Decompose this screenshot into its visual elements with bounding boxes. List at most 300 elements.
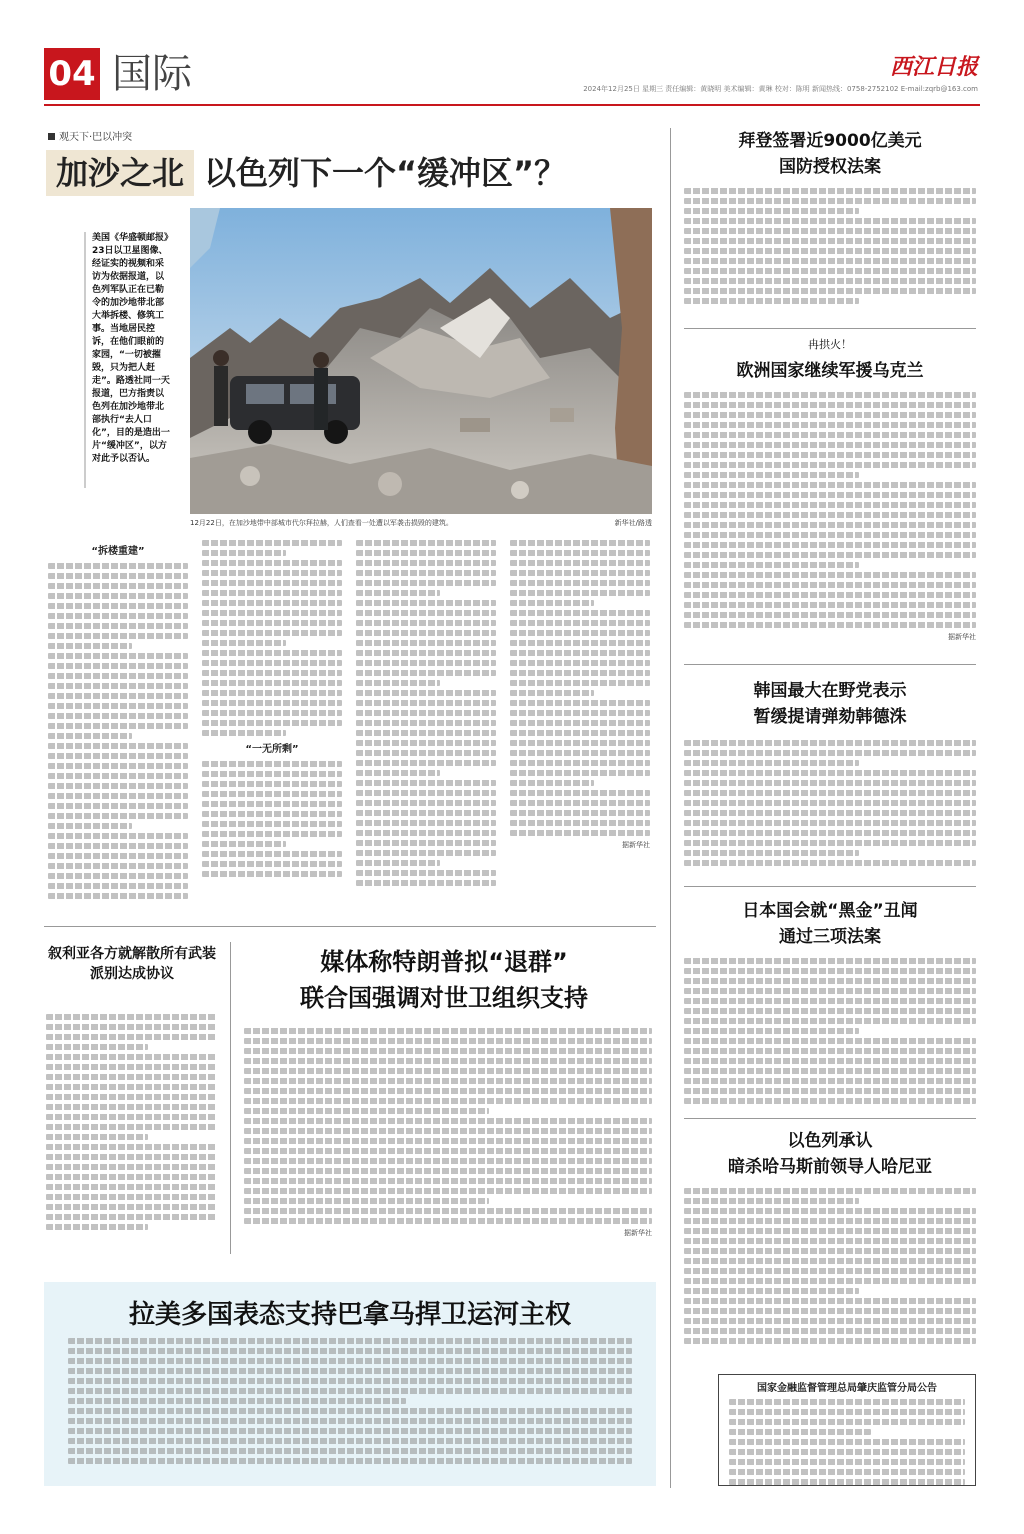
text-line xyxy=(48,783,188,789)
text-line xyxy=(684,1278,976,1284)
text-line xyxy=(356,790,496,796)
text-line xyxy=(68,1338,632,1344)
text-line xyxy=(48,653,188,659)
text-line xyxy=(48,663,188,669)
text-line xyxy=(46,1224,148,1230)
text-line xyxy=(202,630,342,636)
text-line xyxy=(684,502,976,508)
japan-body xyxy=(684,958,976,1108)
text-line xyxy=(684,552,976,558)
text-line xyxy=(684,278,976,284)
text-line xyxy=(68,1388,632,1394)
text-line xyxy=(48,883,188,889)
text-line xyxy=(202,821,342,827)
text-line xyxy=(684,402,976,408)
text-line xyxy=(68,1378,632,1384)
text-line xyxy=(244,1178,652,1184)
text-line xyxy=(684,1078,976,1084)
text-line xyxy=(684,810,976,816)
notice-title: 国家金融监督管理总局肇庆监管分局公告 xyxy=(757,1383,937,1394)
israel-headline-line-1: 以色列承认 xyxy=(787,1131,873,1151)
masthead-meta: 2024年12月25日 星期三 责任编辑：黄晓明 美术编辑：黄琳 校对：陈明 新闻热线：0758-2752102 E-mail:zqrb@163.com xyxy=(583,85,978,93)
text-line xyxy=(68,1438,632,1444)
text-line xyxy=(48,763,188,769)
text-line xyxy=(356,800,496,806)
text-line xyxy=(684,760,859,766)
text-line xyxy=(684,602,976,608)
text-line xyxy=(48,563,188,569)
israel-headline-line-2: 暗杀哈马斯前领导人哈尼亚 xyxy=(728,1157,932,1177)
text-line xyxy=(202,580,342,586)
text-line xyxy=(244,1168,652,1174)
text-line xyxy=(244,1028,652,1034)
text-line xyxy=(684,1038,976,1044)
text-line xyxy=(244,1128,652,1134)
text-line xyxy=(202,590,342,596)
text-line xyxy=(48,753,188,759)
text-line xyxy=(684,1228,976,1234)
text-line xyxy=(356,680,440,686)
text-line xyxy=(46,1204,216,1210)
text-line xyxy=(356,810,496,816)
text-line xyxy=(729,1429,871,1435)
text-line xyxy=(684,412,976,418)
ukraine-credit: 据新华社 xyxy=(948,633,976,641)
right-divider-3 xyxy=(684,886,976,887)
text-line xyxy=(510,810,650,816)
text-line xyxy=(202,781,342,787)
lead-column-2 xyxy=(202,540,342,912)
text-line xyxy=(356,630,496,636)
text-line xyxy=(48,593,188,599)
text-line xyxy=(202,560,342,566)
text-line xyxy=(684,452,976,458)
text-line xyxy=(68,1368,632,1374)
notice-body xyxy=(729,1399,965,1489)
text-line xyxy=(48,693,188,699)
text-line xyxy=(356,550,496,556)
text-line xyxy=(244,1038,652,1044)
text-line xyxy=(244,1058,652,1064)
official-notice xyxy=(718,1374,976,1486)
text-line xyxy=(356,840,496,846)
text-line xyxy=(46,1024,216,1030)
text-line xyxy=(356,600,496,606)
text-line xyxy=(356,730,496,736)
text-line xyxy=(684,198,976,204)
right-divider-4 xyxy=(684,1118,976,1119)
syria-headline: 叙利亚各方就解散所有武装派别达成协议 xyxy=(48,946,216,982)
rubble-photo-illustration xyxy=(190,208,652,514)
panama-story xyxy=(44,1282,656,1486)
text-line xyxy=(356,750,496,756)
text-line xyxy=(48,773,188,779)
text-line xyxy=(46,1104,216,1110)
text-line xyxy=(46,1094,216,1100)
text-line xyxy=(356,620,496,626)
text-line xyxy=(48,893,188,899)
text-line xyxy=(48,633,188,639)
text-line xyxy=(510,650,650,656)
text-line xyxy=(202,540,342,546)
text-line xyxy=(356,580,496,586)
text-line xyxy=(510,830,650,836)
text-line xyxy=(684,512,976,518)
text-line xyxy=(510,700,650,706)
text-line xyxy=(46,1124,216,1130)
text-line xyxy=(684,1308,976,1314)
text-line xyxy=(48,733,132,739)
photo-caption: 12月22日，在加沙地带中部城市代尔拜拉赫，人们查看一处遭以军袭击损毁的建筑。 新华社/路透 xyxy=(190,519,652,527)
text-line xyxy=(244,1188,652,1194)
text-line xyxy=(356,690,496,696)
text-line xyxy=(48,643,132,649)
text-line xyxy=(510,820,650,826)
text-line xyxy=(48,863,188,869)
text-line xyxy=(510,560,650,566)
text-line xyxy=(46,1174,216,1180)
text-line xyxy=(684,392,976,398)
text-line xyxy=(356,850,496,856)
text-line xyxy=(684,188,976,194)
text-line xyxy=(684,1198,859,1204)
text-line xyxy=(68,1358,632,1364)
text-line xyxy=(510,540,650,546)
text-line xyxy=(356,720,496,726)
text-line xyxy=(202,700,342,706)
text-line xyxy=(244,1208,652,1214)
text-line xyxy=(202,690,342,696)
text-line xyxy=(510,610,650,616)
text-line xyxy=(202,620,342,626)
text-line xyxy=(244,1078,652,1084)
text-line xyxy=(729,1419,965,1425)
text-line xyxy=(510,770,650,776)
text-line xyxy=(684,988,976,994)
text-line xyxy=(684,298,859,304)
text-line xyxy=(48,713,188,719)
paper-logo: 西江日报 xyxy=(889,54,978,80)
lead-headline-highlight: 加沙之北 xyxy=(46,150,194,196)
text-line xyxy=(684,228,976,234)
section-name: 国际 xyxy=(112,51,192,97)
text-line xyxy=(684,482,976,488)
biden-headline-line-1: 拜登签署近9000亿美元 xyxy=(738,131,922,151)
text-line xyxy=(510,680,650,686)
biden-body xyxy=(684,188,976,308)
text-line xyxy=(684,532,976,538)
text-line xyxy=(48,623,188,629)
masthead-rule xyxy=(44,104,980,106)
right-divider-2 xyxy=(684,664,976,665)
text-line xyxy=(356,590,440,596)
text-line xyxy=(510,550,650,556)
text-line xyxy=(684,978,976,984)
trump-body xyxy=(244,1028,652,1238)
text-line xyxy=(684,860,976,866)
korea-headline xyxy=(684,678,976,730)
text-line xyxy=(684,740,976,746)
japan-headline-line-2: 通过三项法案 xyxy=(779,927,881,947)
text-line xyxy=(684,1098,976,1104)
text-line xyxy=(729,1409,965,1415)
column-divider xyxy=(670,128,671,1488)
israel-body xyxy=(684,1188,976,1348)
text-line xyxy=(202,610,342,616)
text-line xyxy=(48,793,188,799)
text-line xyxy=(46,1114,216,1120)
photo-credit: 新华社/路透 xyxy=(614,519,652,527)
text-line xyxy=(684,248,976,254)
text-line xyxy=(356,740,496,746)
text-line xyxy=(356,710,496,716)
text-line xyxy=(684,1028,859,1034)
text-line xyxy=(684,780,976,786)
biden-headline-line-2: 国防授权法案 xyxy=(779,157,881,177)
text-line xyxy=(684,288,976,294)
text-line xyxy=(684,1218,976,1224)
text-line xyxy=(356,570,496,576)
text-line xyxy=(684,840,976,846)
text-line xyxy=(46,1084,216,1090)
korea-body xyxy=(684,740,976,870)
text-line xyxy=(510,800,650,806)
text-line xyxy=(356,780,496,786)
text-line xyxy=(202,730,286,736)
text-line xyxy=(684,850,859,856)
right-divider-1 xyxy=(684,328,976,329)
text-line xyxy=(202,811,342,817)
text-line xyxy=(68,1348,632,1354)
text-line xyxy=(684,1068,976,1074)
text-line xyxy=(46,1134,148,1140)
text-line xyxy=(202,761,342,767)
lead-subhead-1: “拆楼重建” xyxy=(91,546,145,557)
text-line xyxy=(729,1449,965,1455)
text-line xyxy=(46,1194,216,1200)
syria-body xyxy=(46,1014,216,1234)
text-line xyxy=(48,613,188,619)
text-line xyxy=(46,1044,148,1050)
japan-headline xyxy=(684,898,976,950)
text-line xyxy=(510,750,650,756)
text-line xyxy=(48,583,188,589)
text-line xyxy=(46,1164,216,1170)
text-line xyxy=(202,771,342,777)
text-line xyxy=(68,1448,632,1454)
text-line xyxy=(684,522,976,528)
text-line xyxy=(684,958,976,964)
text-line xyxy=(202,710,342,716)
text-line xyxy=(68,1428,632,1434)
text-line xyxy=(684,432,976,438)
korea-headline-line-2: 暂缓提请弹劾韩德洙 xyxy=(753,707,907,727)
trump-headline-line-1: 媒体称特朗普拟“退群” xyxy=(320,948,568,976)
text-line xyxy=(684,1058,976,1064)
text-line xyxy=(510,600,594,606)
text-line xyxy=(202,871,342,877)
text-line xyxy=(510,720,650,726)
text-line xyxy=(729,1399,965,1405)
text-line xyxy=(684,1258,976,1264)
text-line xyxy=(729,1479,965,1485)
text-line xyxy=(684,1268,976,1274)
text-line xyxy=(68,1398,406,1404)
text-line xyxy=(48,873,188,879)
story-divider xyxy=(44,926,656,927)
page-number: 04 xyxy=(44,48,100,100)
lead-photo xyxy=(190,208,652,514)
korea-headline-line-1: 韩国最大在野党表示 xyxy=(753,681,907,701)
lead-column-4 xyxy=(510,540,650,912)
text-line xyxy=(684,1318,976,1324)
text-line xyxy=(202,570,342,576)
text-line xyxy=(202,841,286,847)
text-line xyxy=(202,791,342,797)
text-line xyxy=(202,600,342,606)
text-line xyxy=(356,770,440,776)
text-line xyxy=(684,750,976,756)
text-line xyxy=(684,612,976,618)
text-line xyxy=(244,1068,652,1074)
text-line xyxy=(68,1418,632,1424)
text-line xyxy=(510,590,650,596)
text-line xyxy=(510,710,650,716)
text-line xyxy=(510,730,650,736)
text-line xyxy=(46,1144,216,1150)
text-line xyxy=(729,1459,965,1465)
text-line xyxy=(684,622,976,628)
text-line xyxy=(510,670,650,676)
ukraine-kicker: 冉拱火！ xyxy=(808,338,852,351)
text-line xyxy=(684,562,859,568)
text-line xyxy=(46,1154,216,1160)
text-line xyxy=(684,1298,976,1304)
text-line xyxy=(46,1054,216,1060)
text-line xyxy=(684,462,976,468)
biden-headline xyxy=(684,128,976,180)
lead-column-3 xyxy=(356,540,496,912)
text-line xyxy=(356,870,496,876)
text-line xyxy=(202,680,342,686)
japan-headline-line-1: 日本国会就“黑金”丑闻 xyxy=(742,901,918,921)
text-line xyxy=(244,1138,652,1144)
text-line xyxy=(244,1048,652,1054)
israel-headline xyxy=(684,1128,976,1180)
text-line xyxy=(46,1014,216,1020)
text-line xyxy=(510,640,650,646)
text-line xyxy=(356,760,496,766)
trump-credit: 据新华社 xyxy=(624,1229,652,1237)
text-line xyxy=(356,830,496,836)
text-line xyxy=(684,770,976,776)
text-line xyxy=(48,723,188,729)
text-line xyxy=(68,1458,632,1464)
lead-kicker: 观天下·巴以冲突 xyxy=(48,128,132,143)
lead-story-body xyxy=(48,540,652,912)
text-line xyxy=(244,1198,489,1204)
masthead xyxy=(44,48,980,104)
text-line xyxy=(202,851,342,857)
text-line xyxy=(46,1064,216,1070)
text-line xyxy=(510,660,650,666)
text-line xyxy=(510,780,594,786)
text-line xyxy=(48,803,188,809)
text-line xyxy=(684,998,976,1004)
text-line xyxy=(684,1338,976,1344)
text-line xyxy=(510,620,650,626)
text-line xyxy=(46,1214,216,1220)
text-line xyxy=(46,1184,216,1190)
text-line xyxy=(244,1118,652,1124)
text-line xyxy=(244,1148,652,1154)
text-line xyxy=(244,1108,489,1114)
text-line xyxy=(684,472,859,478)
text-line xyxy=(46,1034,216,1040)
text-line xyxy=(48,703,188,709)
story-divider-vertical xyxy=(230,942,231,1254)
text-line xyxy=(684,592,976,598)
text-line xyxy=(684,1238,976,1244)
text-line xyxy=(510,760,650,766)
text-line xyxy=(684,1008,976,1014)
text-line xyxy=(202,720,342,726)
text-line xyxy=(356,660,496,666)
text-line xyxy=(202,670,342,676)
text-line xyxy=(202,550,286,556)
text-line xyxy=(684,790,976,796)
text-line xyxy=(202,831,342,837)
text-line xyxy=(48,603,188,609)
text-line xyxy=(202,801,342,807)
text-line xyxy=(244,1098,652,1104)
text-line xyxy=(510,630,650,636)
text-line xyxy=(510,580,650,586)
square-bullet-icon xyxy=(48,133,55,140)
text-line xyxy=(48,853,188,859)
text-line xyxy=(510,690,594,696)
text-line xyxy=(48,683,188,689)
lead-paragraph: 美国《华盛顿邮报》23日以卫星图像、经证实的视频和采访为依据报道，以色列军队正在已勒令的加沙地带北部大举拆楼、修筑工事。当地居民控诉，在他们眼前的家园，“一切被摧毁，只为把人赶走”。路透社同一天报道，巴方指责以色列在加沙地带北部执行“去人口化”，目的是造出一片“缓冲区”，以方对此予以否认。 xyxy=(92,233,170,464)
text-line xyxy=(46,1074,216,1080)
text-line xyxy=(684,830,976,836)
text-line xyxy=(356,560,496,566)
lead-headline-rest: 以色列下一个“缓冲区”？ xyxy=(204,154,567,192)
text-line xyxy=(510,740,650,746)
text-line xyxy=(684,820,976,826)
text-line xyxy=(684,1288,859,1294)
text-line xyxy=(684,492,976,498)
panama-headline: 拉美多国表态支持巴拿马捍卫运河主权 xyxy=(128,1300,571,1330)
text-line xyxy=(48,843,188,849)
text-line xyxy=(729,1469,965,1475)
text-line xyxy=(68,1408,632,1414)
text-line xyxy=(684,572,976,578)
text-line xyxy=(48,813,188,819)
text-line xyxy=(244,1088,652,1094)
text-line xyxy=(356,820,496,826)
text-line xyxy=(356,880,496,886)
text-line xyxy=(356,540,496,546)
text-line xyxy=(684,218,976,224)
text-line xyxy=(684,1248,976,1254)
text-line xyxy=(48,573,188,579)
text-line xyxy=(684,442,976,448)
text-line xyxy=(729,1439,965,1445)
panama-body xyxy=(68,1338,632,1468)
trump-headline-line-2: 联合国强调对世卫组织支持 xyxy=(300,984,588,1012)
text-line xyxy=(356,700,496,706)
